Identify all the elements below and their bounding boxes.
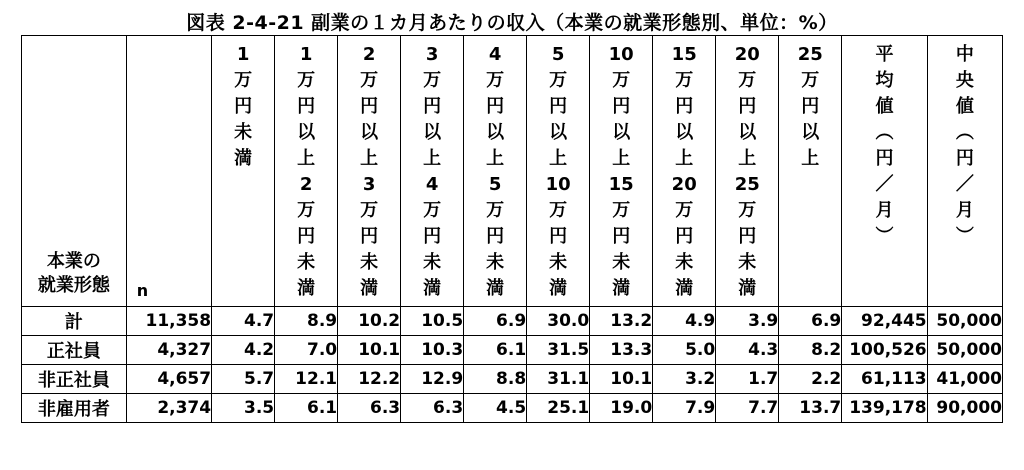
- value-cell: 139,178: [842, 394, 927, 423]
- value-cell: 4.9: [653, 307, 716, 336]
- value-cell: 41,000: [927, 365, 1002, 394]
- value-cell: 4.7: [212, 307, 275, 336]
- n-header: n: [126, 36, 211, 307]
- column-header-label: 1 万 円 以 上 2 万 円 未 満: [297, 44, 316, 299]
- n-cell: 11,358: [126, 307, 211, 336]
- value-cell: 6.1: [464, 336, 527, 365]
- column-header-label: 4 万 円 以 上 5 万 円 未 満: [486, 44, 505, 299]
- value-cell: 3.5: [212, 394, 275, 423]
- value-cell: 6.3: [338, 394, 401, 423]
- column-header-label: 25 万 円 以 上: [797, 44, 823, 169]
- table-body: [22, 307, 1003, 423]
- row-label: 非雇用者: [22, 394, 127, 423]
- value-cell: 31.1: [527, 365, 590, 394]
- value-cell: 90,000: [927, 394, 1002, 423]
- value-cell: 6.9: [464, 307, 527, 336]
- n-cell: 4,657: [126, 365, 211, 394]
- value-cell: 7.9: [653, 394, 716, 423]
- value-cell: 10.3: [401, 336, 464, 365]
- table-row: [22, 307, 1003, 336]
- row-label: 非正社員: [22, 365, 127, 394]
- column-header-9: [716, 36, 779, 307]
- n-cell: 4,327: [126, 336, 211, 365]
- value-cell: 1.7: [716, 365, 779, 394]
- table-row: [22, 336, 1003, 365]
- value-cell: 19.0: [590, 394, 653, 423]
- table-caption: 図表 2-4-21 副業の１カ月あたりの収入（本業の就業形態別、単位：%）: [186, 12, 838, 34]
- income-table: [21, 35, 1003, 423]
- value-cell: 8.9: [275, 307, 338, 336]
- table-row: [22, 394, 1003, 423]
- value-cell: 10.1: [590, 365, 653, 394]
- value-cell: 5.0: [653, 336, 716, 365]
- row-label: 計: [22, 307, 127, 336]
- column-header-5: [464, 36, 527, 307]
- value-cell: 8.2: [779, 336, 842, 365]
- value-cell: 10.5: [401, 307, 464, 336]
- value-cell: 4.3: [716, 336, 779, 365]
- column-header-11: [842, 36, 927, 307]
- corner-header-label: 本業の 就業形態: [37, 251, 110, 296]
- column-header-10: [779, 36, 842, 307]
- n-cell: 2,374: [126, 394, 211, 423]
- header-row: [22, 36, 1003, 307]
- value-cell: 13.3: [590, 336, 653, 365]
- value-cell: 10.2: [338, 307, 401, 336]
- value-cell: 30.0: [527, 307, 590, 336]
- value-cell: 50,000: [927, 307, 1002, 336]
- value-cell: 31.5: [527, 336, 590, 365]
- column-header-label: 10 万 円 以 上 15 万 円 未 満: [608, 44, 634, 299]
- corner-header: [22, 36, 127, 307]
- column-header-label: 15 万 円 以 上 20 万 円 未 満: [671, 44, 697, 299]
- value-cell: 61,113: [842, 365, 927, 394]
- column-header-label: 2 万 円 以 上 3 万 円 未 満: [360, 44, 379, 299]
- column-header-label: 3 万 円 以 上 4 万 円 未 満: [423, 44, 442, 299]
- column-header-8: [653, 36, 716, 307]
- table-row: [22, 365, 1003, 394]
- value-cell: 92,445: [842, 307, 927, 336]
- column-header-4: [401, 36, 464, 307]
- value-cell: 7.0: [275, 336, 338, 365]
- column-header-7: [590, 36, 653, 307]
- value-cell: 4.5: [464, 394, 527, 423]
- column-header-label: 中 央 値 ︵ 円 ／ 月 ︶: [955, 44, 974, 247]
- value-cell: 6.1: [275, 394, 338, 423]
- column-header-12: [927, 36, 1002, 307]
- value-cell: 6.9: [779, 307, 842, 336]
- column-header-label: 5 万 円 以 上 10 万 円 未 満: [545, 44, 571, 299]
- column-header-3: [338, 36, 401, 307]
- value-cell: 7.7: [716, 394, 779, 423]
- column-header-label: 1 万 円 未 満: [234, 44, 253, 169]
- value-cell: 13.2: [590, 307, 653, 336]
- value-cell: 5.7: [212, 365, 275, 394]
- value-cell: 13.7: [779, 394, 842, 423]
- row-label: 正社員: [22, 336, 127, 365]
- column-header-1: [212, 36, 275, 307]
- value-cell: 2.2: [779, 365, 842, 394]
- value-cell: 25.1: [527, 394, 590, 423]
- value-cell: 8.8: [464, 365, 527, 394]
- value-cell: 6.3: [401, 394, 464, 423]
- column-header-label: 平 均 値 ︵ 円 ／ 月 ︶: [875, 44, 894, 247]
- value-cell: 3.9: [716, 307, 779, 336]
- column-header-label: 20 万 円 以 上 25 万 円 未 満: [734, 44, 760, 299]
- value-cell: 12.1: [275, 365, 338, 394]
- column-header-2: [275, 36, 338, 307]
- value-cell: 12.2: [338, 365, 401, 394]
- value-cell: 4.2: [212, 336, 275, 365]
- value-cell: 100,526: [842, 336, 927, 365]
- value-cell: 12.9: [401, 365, 464, 394]
- value-cell: 10.1: [338, 336, 401, 365]
- value-cell: 3.2: [653, 365, 716, 394]
- column-header-6: [527, 36, 590, 307]
- value-cell: 50,000: [927, 336, 1002, 365]
